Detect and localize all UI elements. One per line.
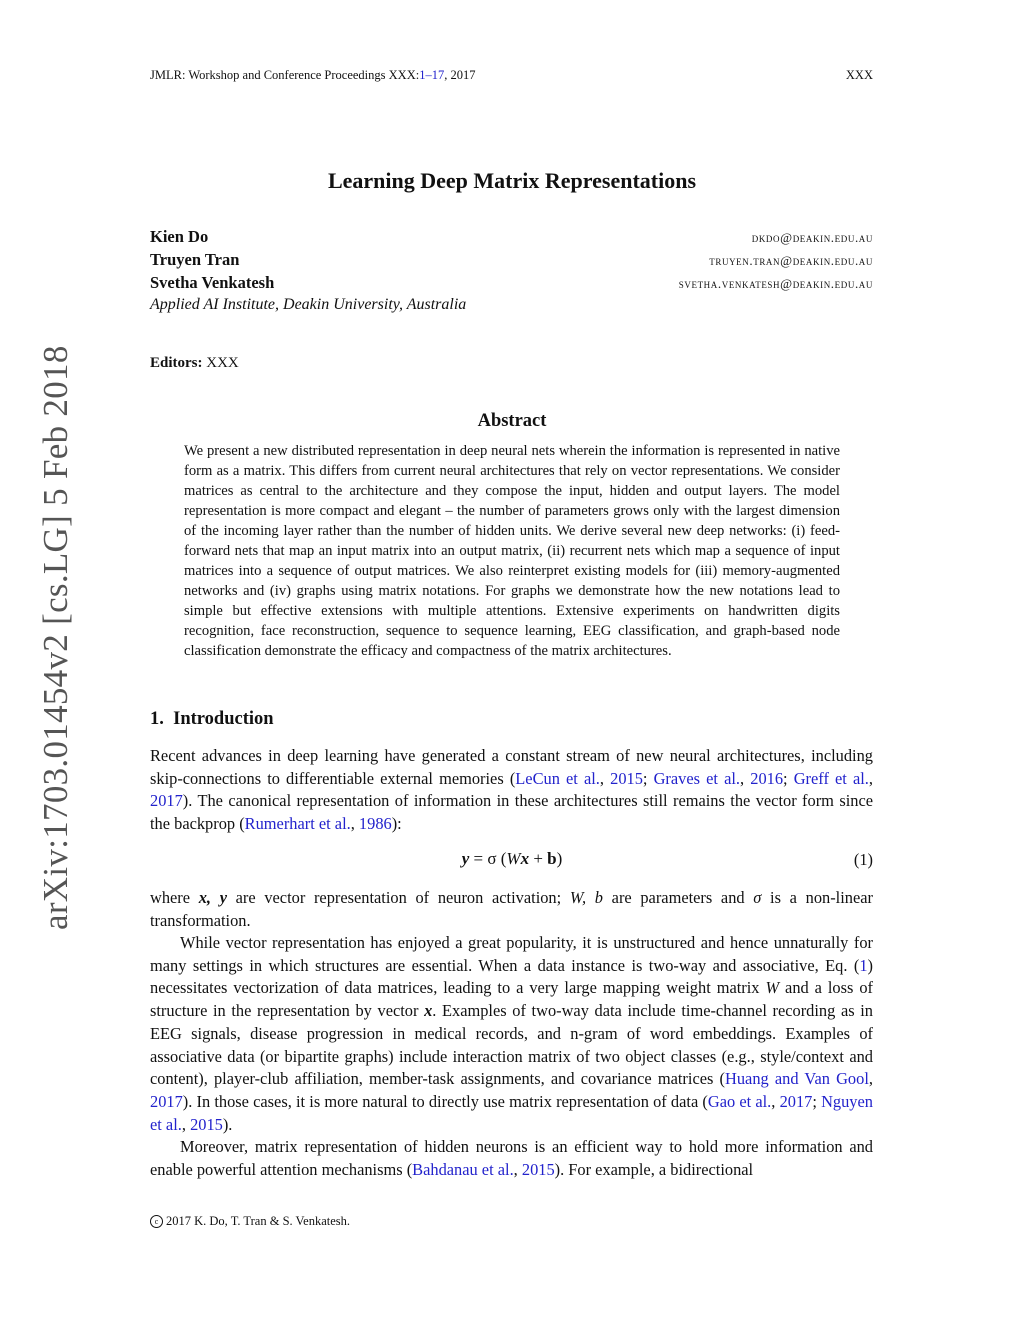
author-email: truyen.tran@deakin.edu.au bbox=[709, 253, 873, 268]
citation-link[interactable]: Nguyen et al. bbox=[150, 1091, 873, 1134]
citation-year-link[interactable]: 2015 bbox=[610, 768, 643, 788]
author-name: Truyen Tran bbox=[150, 250, 240, 269]
header-right: XXX bbox=[845, 68, 873, 82]
intro-paragraph-4: Moreover, matrix representation of hidden neurons is an efficient way to hold more information and enable powerful attention mechanisms (Bahdanau et al., 2015). For example, a bidirectional bbox=[150, 1137, 873, 1179]
editors-value: XXX bbox=[206, 355, 239, 371]
intro-paragraph-3: While vector representation has enjoyed a great popularity, it is unstructured and hence unnaturally for many settings in which structures are essential. When a data instance is two-way and associative, Eq. (1) necessitates vectorization of data matrices, leading to a very large mapping weight matrix W and a loss of structure in the representation by vector x. Examples of two-way data include time-channel recording as in EEG signals, disease progression in medical records, and n-gram of word embeddings. Examples of associative data (or bipartite graphs) include interaction matrix of two object classes (e.g., style/context and content), player-club affiliation, member-task assignments, and covariance matrices (Huang and Van Gool, 2017). In those cases, it is more natural to directly use matrix representation of data (Gao et al., 2017; Nguyen et al., 2015). bbox=[150, 933, 873, 1134]
header-venue: JMLR: Workshop and Conference Proceedings XXX: bbox=[150, 68, 420, 82]
header-year: , 2017 bbox=[444, 68, 476, 82]
citation-link[interactable]: Graves et al. bbox=[653, 768, 741, 788]
citation-year-link[interactable]: 2017 bbox=[150, 791, 183, 811]
author-email: svetha.venkatesh@deakin.edu.au bbox=[678, 276, 873, 291]
citation-link[interactable]: Gao et al. bbox=[707, 1091, 772, 1111]
equation-ref-link[interactable]: 1 bbox=[859, 955, 868, 975]
author-name: Svetha Venkatesh bbox=[150, 273, 275, 292]
editors-label: Editors: bbox=[150, 355, 203, 371]
citation-link[interactable]: Huang and Van Gool bbox=[725, 1069, 869, 1089]
citation-year-link[interactable]: 2015 bbox=[521, 1159, 555, 1179]
copyright-icon: c bbox=[150, 1215, 163, 1228]
citation-year-link[interactable]: 2017 bbox=[779, 1091, 813, 1111]
author-email: dkdo@deakin.edu.au bbox=[751, 230, 873, 245]
intro-paragraph-1: Recent advances in deep learning have generated a constant stream of new neural architectures, including skip-connections to differentiable external memories (LeCun et al., 2015; Graves et al., 2016; Greff et al., 2017). The canonical representation of information in these architectures still remains the vector form since the backprop (Rumerhart et al., 1986): bbox=[150, 746, 874, 834]
citation-link[interactable]: LeCun et al. bbox=[515, 768, 600, 788]
citation-link[interactable]: Bahdanau et al. bbox=[412, 1159, 514, 1179]
citation-year-link[interactable]: 2016 bbox=[750, 768, 784, 788]
citation-year-link[interactable]: 1986 bbox=[358, 814, 392, 834]
abstract-text: We present a new distributed representation in deep neural nets wherein the information is represented in native form as a matrix. This differs from current neural architectures that rely on vector representations. We consider matrices as central to the architecture and they compose the input, hidden and output layers. The model representation is more compact and elegant – the number of parameters grows only with the largest dimension of the incoming layer rather than the number of hidden units. We derive several new deep networks: (i) feed-forward nets that map an input matrix into an output matrix, (ii) recurrent nets which map a sequence of input matrices into a sequence of output matrices. We also reinterpret existing models for (iii) memory-augmented networks and (iv) graphs using matrix notations. For graphs we demonstrate how the new notations lead to simple but effective extensions with multiple attentions. Extensive experiments on handwritten digits recognition, face reconstruction, sequence to sequence learning, EEG classification, and graph-based node classification demonstrate the efficacy and compactness of the matrix architectures. bbox=[184, 443, 840, 659]
equation-number: (1) bbox=[853, 850, 873, 869]
citation-year-link[interactable]: 2017 bbox=[150, 1091, 183, 1111]
copyright-text: 2017 K. Do, T. Tran & S. Venkatesh. bbox=[166, 1214, 351, 1228]
citation-link[interactable]: Greff et al. bbox=[793, 768, 869, 788]
paper-title: Learning Deep Matrix Representations bbox=[327, 168, 697, 193]
section-title: Introduction bbox=[173, 709, 274, 729]
section-heading bbox=[150, 709, 274, 730]
editors-line bbox=[150, 355, 239, 372]
page-range-link[interactable]: 1–17 bbox=[419, 68, 445, 82]
citation-link[interactable]: Rumerhart et al. bbox=[244, 814, 351, 834]
section-number: 1. bbox=[150, 709, 164, 729]
author-name: Kien Do bbox=[150, 227, 209, 246]
affiliation: Applied AI Institute, Deakin University, Australia bbox=[150, 296, 467, 313]
arxiv-stamp: arXiv:1703.01454v2 [cs.LG] 5 Feb 2018 bbox=[36, 345, 75, 930]
equation-1: y = σ (Wx + b) bbox=[461, 849, 563, 868]
citation-year-link[interactable]: 2015 bbox=[190, 1114, 223, 1134]
abstract-heading: Abstract bbox=[477, 411, 547, 431]
running-header bbox=[150, 68, 475, 83]
copyright-footer bbox=[150, 1214, 350, 1229]
intro-paragraph-2: where x, y are vector representation of neuron activation; W, b are parameters and σ is a non-linear transformation. bbox=[150, 888, 873, 930]
